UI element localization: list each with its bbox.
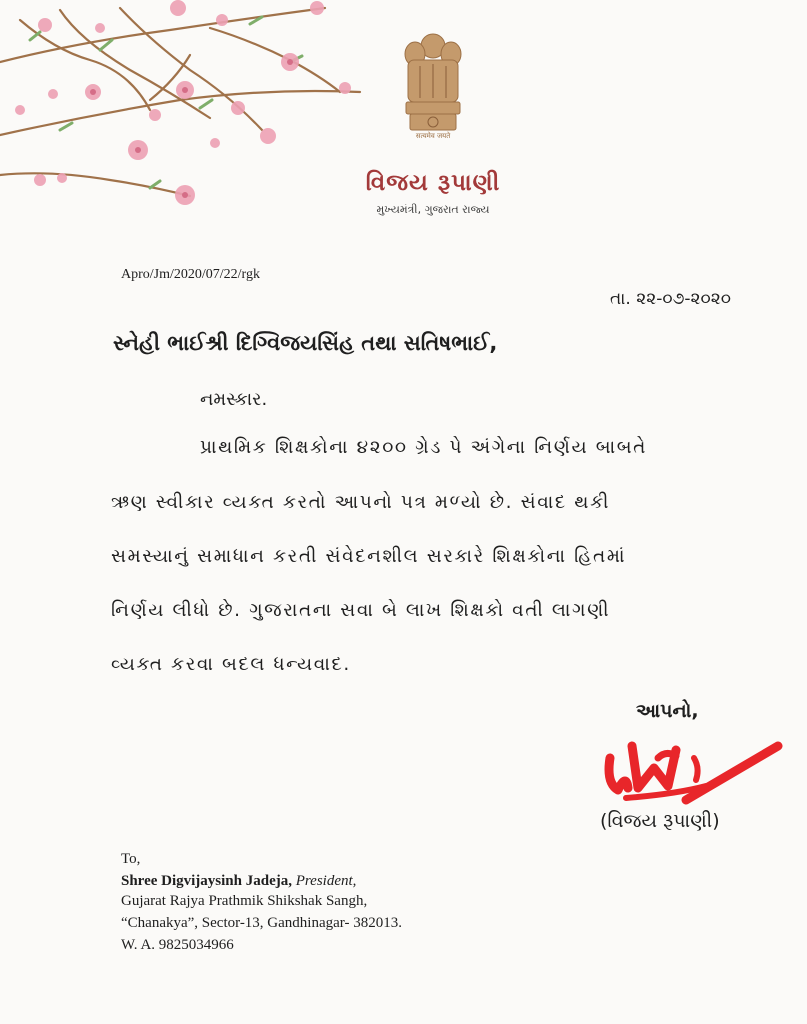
recipient-name: Shree Digvijaysinh Jadeja, (121, 873, 292, 889)
address-to: To, (121, 851, 141, 867)
closing: આપનો, (636, 700, 699, 722)
recipient-phone: W. A. 9825034966 (121, 937, 234, 953)
recipient-line (121, 873, 356, 890)
body-line: સમસ્યાનું સમાધાન કરતી સંવેદનશીલ સરકારે શિક્ષકોના હિતમાં (111, 546, 627, 567)
greeting: નમસ્કાર. (200, 389, 268, 410)
letter-date: તા. ૨૨-૦૭-૨૦૨૦ (610, 289, 731, 309)
body-line: નિર્ણય લીધો છે. ગુજરાતના સવા બે લાખ શિક્ષકો વતી લાગણી (111, 600, 611, 621)
signer-name: (વિજય રૂપાણી) (600, 810, 720, 832)
reference-number: Apro/Jm/2020/07/22/rgk (121, 267, 260, 282)
handwritten-signature (596, 728, 786, 808)
body-line: પ્રાથમિક શિક્ષકોના ૪૨૦૦ ગ્રેડ પે અંગેના નિર્ણય બાબતે (200, 437, 648, 458)
letterhead-name: વિજય રૂપાણી (365, 170, 501, 196)
body-line: ઋણ સ્વીકાર વ્યક્ત કરતો આપનો પત્ર મળ્યો છે. સંવાદ થકી (111, 492, 611, 513)
emblem-motto: सत्यमेव जयते (415, 132, 451, 140)
recipient-role: President, (295, 873, 357, 889)
recipient-location: “Chanakya”, Sector-13, Gandhinagar- 382013. (121, 915, 402, 931)
body-line: વ્યક્ત કરવા બદલ ધન્યવાદ. (111, 654, 351, 675)
national-emblem-icon (398, 30, 468, 148)
letterhead-designation: મુખ્યમંત્રી, ગુજરાત રાજ્ય (376, 203, 490, 216)
salutation: સ્નેહી ભાઈશ્રી દિગ્વિજયસિંહ તથા સતિષભાઈ, (113, 331, 498, 355)
recipient-organization: Gujarat Rajya Prathmik Shikshak Sangh, (121, 893, 368, 909)
